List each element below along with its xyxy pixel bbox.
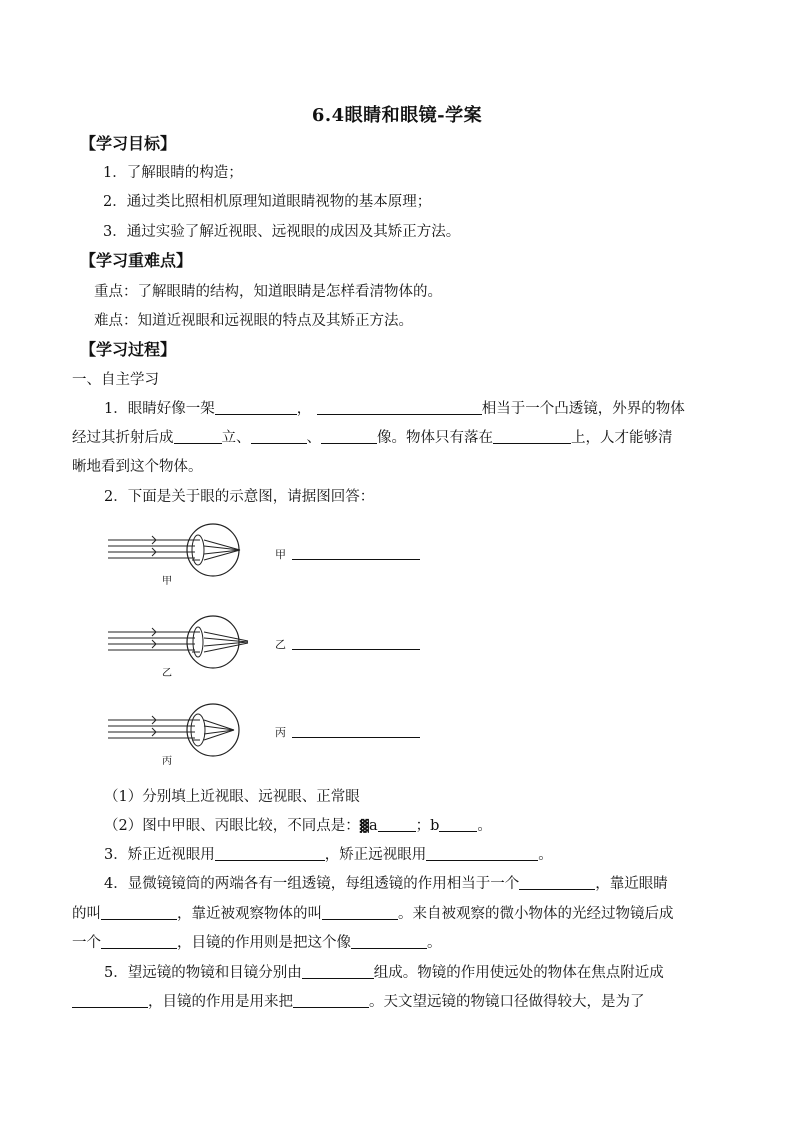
question-1-line3: 晰地看到这个物体。: [72, 459, 203, 475]
q1-blank-5[interactable]: [321, 429, 377, 444]
eye-diagram-jia: [108, 524, 240, 587]
q2-sub2-glyph: ▓: [359, 819, 369, 833]
q1-blank-4[interactable]: [251, 429, 307, 444]
q4-text: ，靠近被观察物体的叫: [177, 906, 322, 922]
q4-blank-4[interactable]: [101, 934, 177, 949]
q1-text: 上，人才能够清: [571, 430, 673, 446]
q4-text: 4．显微镜镜筒的两端各有一组透镜，每组透镜的作用相当于一个: [104, 876, 520, 892]
key-point-focus: 重点：了解眼睛的结构，知道眼睛是怎样看清物体的。: [94, 284, 442, 300]
q2-blank-b[interactable]: [439, 817, 477, 832]
q5-text: ，目镜的作用是用来把: [148, 994, 293, 1010]
objective-item: 1．了解眼睛的构造；: [103, 165, 243, 181]
page-title: 6.4眼睛和眼镜-学案: [311, 105, 483, 126]
q5-text: 组成。物镜的作用使远处的物体在焦点附近成: [373, 965, 664, 981]
eye-diagram-yi: [108, 616, 248, 679]
q4-text: 的叫: [72, 906, 101, 922]
q5-blank-1[interactable]: [302, 964, 374, 979]
answer-label: 甲: [275, 548, 286, 561]
q4-blank-5[interactable]: [351, 934, 427, 949]
q4-blank-3[interactable]: [322, 905, 398, 920]
q1-text: 像。物体只有落在: [377, 430, 493, 446]
question-4-line3: [72, 932, 442, 954]
question-1-line1: [104, 398, 685, 420]
answer-label: 乙: [275, 638, 286, 651]
q2-blank-a[interactable]: [378, 817, 416, 832]
question-2: 2．下面是关于眼的示意图，请据图回答：: [104, 489, 375, 505]
answer-blank-bing[interactable]: [292, 723, 420, 738]
q1-text: 、: [306, 430, 321, 446]
diagram-label: 乙: [162, 668, 172, 679]
objective-item: 2．通过类比照相机原理知道眼睛视物的基本原理；: [103, 194, 432, 210]
question-2-sub1: （1）分别填上近视眼、远视眼、正常眼: [104, 789, 360, 805]
q2-sub2-text: （2）图中甲眼、丙眼比较，不同点是：: [104, 818, 360, 834]
diagram-answer-bing: [275, 722, 420, 744]
diagram-label: 丙: [162, 756, 172, 767]
answer-label: 丙: [275, 726, 286, 739]
q4-text: ，靠近眼睛: [595, 876, 668, 892]
q3-text: ，矫正远视眼用: [324, 847, 427, 863]
q2-sub2-text: a: [368, 818, 378, 834]
section-self-study: 一、自主学习: [72, 372, 159, 388]
diagram-label: 甲: [162, 576, 172, 587]
q5-text: 。天文望远镜的物镜口径做得较大，是为了: [369, 994, 645, 1010]
q5-blank-3[interactable]: [293, 993, 369, 1008]
q1-blank-3[interactable]: [174, 429, 222, 444]
q5-blank-2[interactable]: [72, 993, 148, 1008]
question-3: [104, 844, 553, 866]
q4-blank-1[interactable]: [519, 875, 595, 890]
eye-diagrams: [100, 522, 250, 772]
objective-item: 3．通过实验了解近视眼、远视眼的成因及其矫正方法。: [103, 224, 461, 240]
q3-text: 。: [538, 847, 553, 863]
q5-text: 5．望远镜的物镜和目镜分别由: [104, 965, 302, 981]
q3-blank-1[interactable]: [215, 846, 325, 861]
q1-text: 经过其折射后成: [72, 430, 174, 446]
q1-blank-2[interactable]: [317, 400, 482, 415]
q1-blank-6[interactable]: [493, 429, 571, 444]
answer-blank-jia[interactable]: [292, 545, 420, 560]
q2-sub2-text: ；b: [415, 818, 440, 834]
question-4-line2: [72, 903, 674, 925]
objectives-heading: 【学习目标】: [80, 134, 177, 153]
diagram-answer-yi: [275, 634, 420, 656]
question-4-line1: [104, 873, 668, 895]
q1-text: 相当于一个凸透镜，外界的物体: [481, 401, 685, 417]
diagram-answer-jia: [275, 544, 420, 566]
q4-text: 。: [427, 935, 442, 951]
q4-text: ，目镜的作用则是把这个像: [177, 935, 351, 951]
question-1-line2: [72, 427, 673, 449]
q4-text: 一个: [72, 935, 101, 951]
q1-text: 立、: [221, 430, 251, 446]
question-5-line1: [104, 962, 664, 984]
process-heading: 【学习过程】: [80, 340, 177, 359]
question-5-line2: [72, 991, 645, 1013]
question-2-sub2: [104, 815, 492, 837]
eye-diagram-bing: [108, 704, 239, 767]
q3-blank-2[interactable]: [426, 846, 538, 861]
q4-text: 。来自被观察的微小物体的光经过物镜后成: [398, 906, 674, 922]
key-points-heading: 【学习重难点】: [80, 251, 193, 270]
answer-blank-yi[interactable]: [292, 635, 420, 650]
q2-sub2-text: 。: [477, 818, 492, 834]
key-point-difficulty: 难点：知道近视眼和远视眼的特点及其矫正方法。: [94, 313, 413, 329]
q1-blank-1[interactable]: [215, 400, 297, 415]
q3-text: 3．矫正近视眼用: [104, 847, 215, 863]
q1-text: 1．眼睛好像一架: [104, 401, 215, 417]
q1-text: ，: [296, 401, 312, 417]
q4-blank-2[interactable]: [101, 905, 177, 920]
